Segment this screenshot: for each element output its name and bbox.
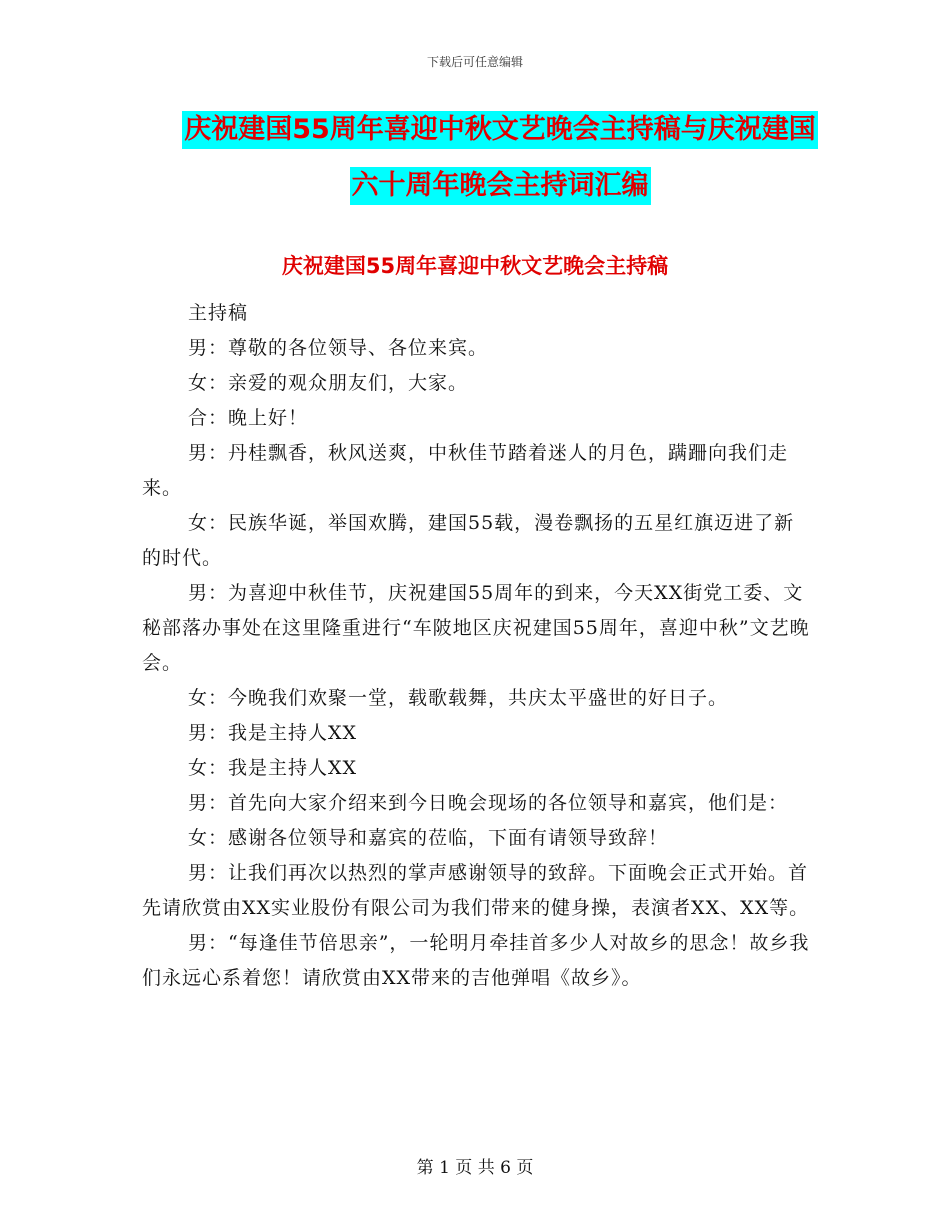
title-line-1: 庆祝建国55周年喜迎中秋文艺晚会主持稿与庆祝建国 [182, 111, 818, 149]
paragraph: 男：我是主持人XX [188, 722, 358, 744]
paragraph: 主持稿 [188, 302, 249, 324]
document-body [142, 296, 810, 996]
paragraph: 男：尊敬的各位领导、各位来宾。 [188, 337, 489, 359]
section-subtitle: 庆祝建国55周年喜迎中秋文艺晚会主持稿 [281, 254, 669, 278]
page-header: 下载后可任意编辑 [426, 55, 523, 69]
paragraph: 男：丹桂飘香，秋风送爽，中秋佳节踏着迷人的月色，蹒跚向我们走来。 [142, 442, 789, 499]
title-line-2: 六十周年晚会主持词汇编 [350, 167, 651, 205]
paragraph: 男：“每逢佳节倍思亲”，一轮明月牵挂首多少人对故乡的思念！故乡我们永远心系着您！请欣赏由XX带来的吉他弹唱《故乡》。 [142, 932, 810, 989]
paragraph: 女：我是主持人XX [188, 757, 358, 779]
paragraph: 男：让我们再次以热烈的掌声感谢领导的致辞。下面晚会正式开始。首先请欣赏由XX实业股份有限公司为我们带来的健身操，表演者XX、XX等。 [142, 862, 810, 919]
paragraph: 女：感谢各位领导和嘉宾的莅临，下面有请领导致辞！ [188, 827, 669, 849]
paragraph: 女：今晚我们欢聚一堂，载歌载舞，共庆太平盛世的好日子。 [188, 687, 729, 709]
paragraph: 女：亲爱的观众朋友们，大家。 [188, 372, 469, 394]
document-title [150, 111, 850, 223]
page-footer: 第 1 页 共 6 页 [416, 1158, 534, 1178]
paragraph: 合：晚上好！ [188, 407, 309, 429]
paragraph: 女：民族华诞，举国欢腾，建国55载，漫卷飘扬的五星红旗迈进了新的时代。 [142, 512, 795, 569]
paragraph: 男：为喜迎中秋佳节，庆祝建国55周年的到来，今天XX街党工委、文秘部落办事处在这里隆重进行“车陂地区庆祝建国55周年，喜迎中秋”文艺晚会。 [142, 582, 810, 674]
paragraph: 男：首先向大家介绍来到今日晚会现场的各位领导和嘉宾，他们是： [188, 792, 789, 814]
